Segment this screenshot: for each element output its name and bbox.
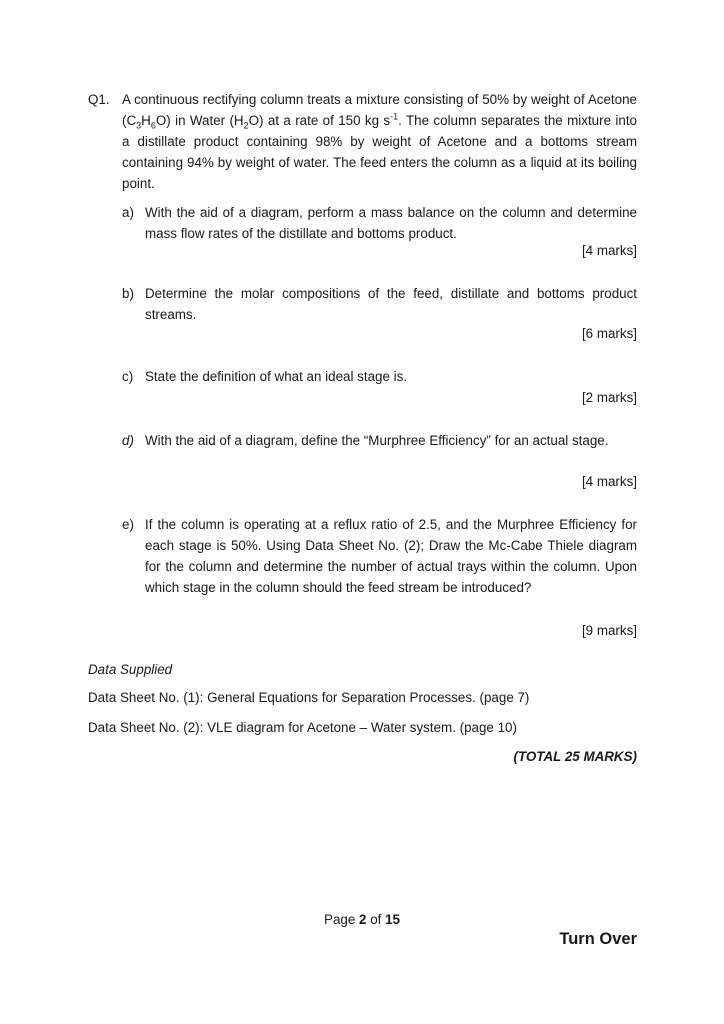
turn-over-label: Turn Over — [559, 930, 637, 948]
part-text: If the column is operating at a reflux ratio of 2.5, and the Murphree Efficiency for each stage is 50%. Using Data Sheet No. (2); Draw the Mc-Cabe Thiele diagram for the column and determine the number of actual trays within the column. Upon which stage in the column should the feed stream be introduced? — [145, 517, 637, 595]
part-text: With the aid of a diagram, define the “Murphree Efficiency” for an actual stage. — [145, 433, 609, 448]
part-c-marks: [2 marks] — [581, 390, 637, 405]
data-supplied-heading: Data Supplied — [88, 662, 173, 677]
question-number: Q1. — [88, 92, 110, 107]
part-b-marks: [6 marks] — [581, 326, 637, 341]
part-a-marks: [4 marks] — [581, 243, 637, 258]
question-part-c — [122, 366, 637, 387]
page-number: Page 2 of 15 — [324, 912, 400, 927]
part-letter: d) — [122, 433, 134, 448]
part-letter: a) — [122, 205, 134, 220]
part-d-marks: [4 marks] — [581, 474, 637, 489]
part-letter: b) — [122, 286, 134, 301]
data-sheet-1: Data Sheet No. (1): General Equations for Separation Processes. (page 7) — [88, 690, 530, 705]
question-part-d — [122, 430, 637, 451]
question-part-b — [122, 283, 637, 325]
part-text: Determine the molar compositions of the feed, distillate and bottoms product streams. — [145, 286, 637, 322]
data-sheet-2: Data Sheet No. (2): VLE diagram for Acetone – Water system. (page 10) — [88, 720, 517, 735]
question-part-e — [122, 514, 637, 598]
question-intro: A continuous rectifying column treats a mixture consisting of 50% by weight of Acetone $(C_3H_6O)$ in Water $(H_2O)$ at a rate of 150 kg $s^{-1}$. The column separates the mixture into a distillate product containing 98% by weight of Acetone and a bottoms stream containing 94% by weight of water. The feed enters the column as a liquid at its boiling point. — [122, 92, 637, 191]
part-letter: e) — [122, 517, 134, 532]
part-text: State the definition of what an ideal stage is. — [145, 369, 408, 384]
part-e-marks: [9 marks] — [581, 623, 637, 638]
part-text: With the aid of a diagram, perform a mass balance on the column and determine mass flow rates of the distillate and bottoms product. — [145, 205, 637, 241]
question-part-a — [122, 202, 637, 244]
total-marks: (TOTAL 25 MARKS) — [513, 749, 637, 764]
part-letter: c) — [122, 369, 134, 384]
